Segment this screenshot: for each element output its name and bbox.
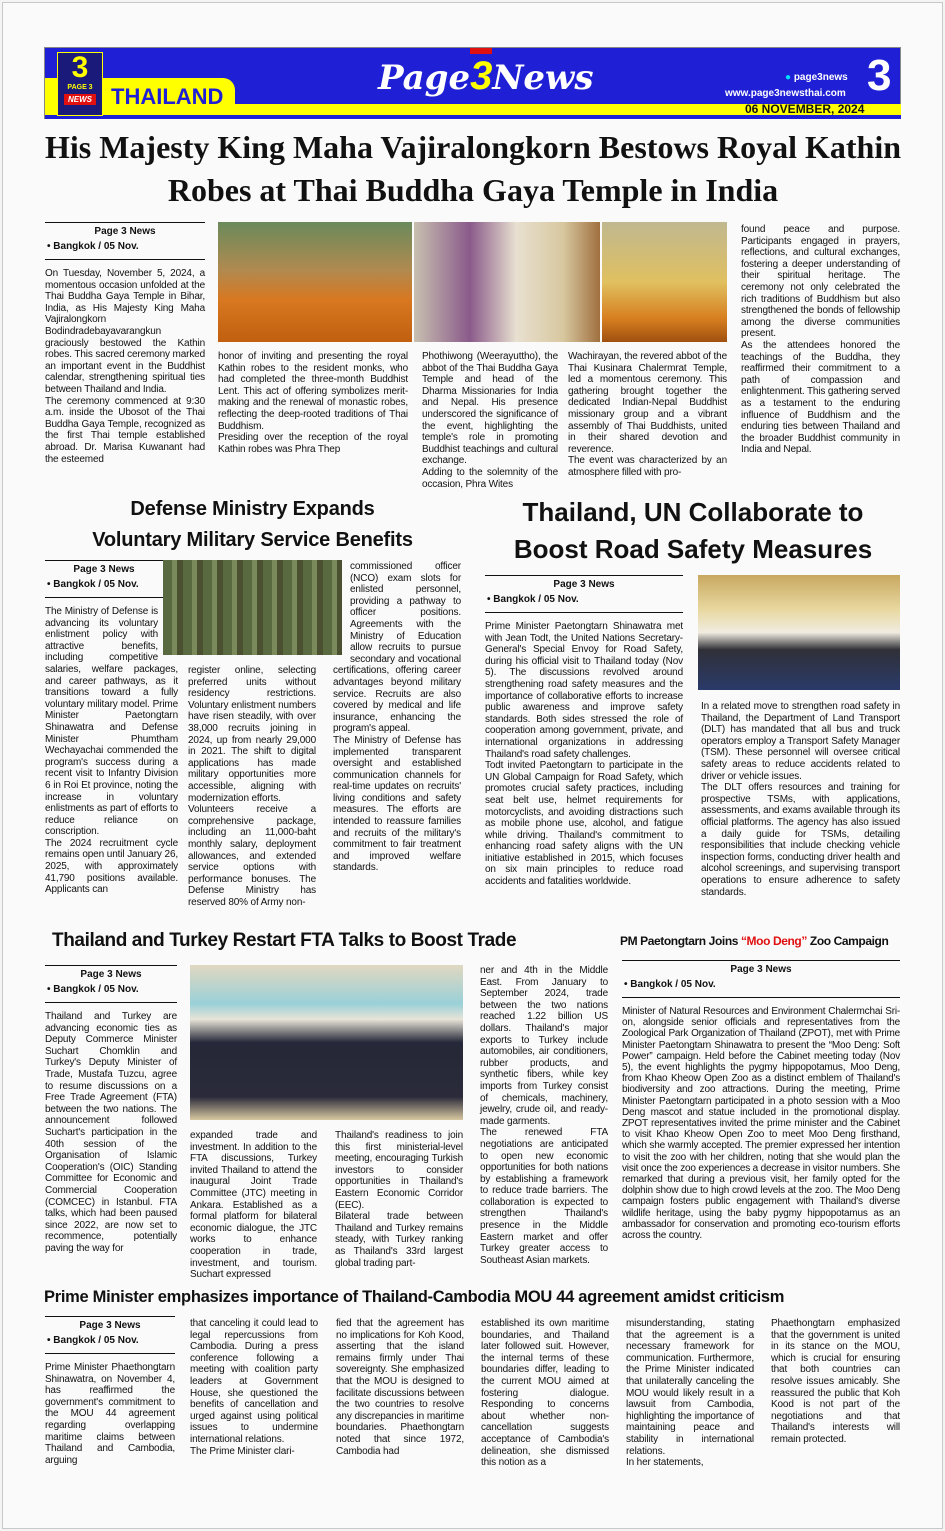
headline-road-safety: Thailand, UN Collaborate to Boost Road Safety Measures xyxy=(513,497,873,564)
article-kathin-col2: honor of inviting and presenting the royal Kathin robes to the resident monks, who had completed the three-month Buddhist Lent. This act of offering symbolizes merit-making and the renewal of monastic robes, reflecting the deep-rooted traditions of Thai Buddhism. Presiding over the reception of the royal Kathin robes was Phra Thep xyxy=(218,351,408,455)
headline-defense: Defense Ministry Expands Voluntary Military Service Benefits xyxy=(92,498,413,551)
headline-mou: Prime Minister emphasizes importance of Thailand-Cambodia MOU 44 agreement amidst criticism xyxy=(44,1288,785,1306)
photo-road-safety-meeting xyxy=(698,575,900,690)
byline: Page 3 News • Bangkok / 05 Nov. xyxy=(622,960,900,998)
masthead xyxy=(44,47,901,119)
article-kathin-col5: found peace and purpose. Participants engaged in prayers, reflections, and cultural exchanges, fostering a deeper understanding of their spiritual heritage. The ceremony not only celebrated the rich traditions of Buddhism but also strengthened the bonds of fellowship among the diverse communities present. As the attendees honored the teachings of the Buddha, they reaffirmed their commitment to a path of compassion and enlightenment. This gathering served as a testament to the enduring influence of Buddhism and the enduring ties between Thailand and the broader Buddhist community in India and Nepal. xyxy=(741,224,900,456)
edition-label: THAILAND xyxy=(111,84,224,109)
byline: Page 3 News • Bangkok / 05 Nov. xyxy=(485,575,683,613)
photo-fta-delegation xyxy=(190,965,463,1120)
headline-moo-deng: PM Paetongtarn Joins “Moo Deng” Zoo Campaign xyxy=(620,934,889,948)
photo-soldiers xyxy=(163,560,342,655)
article-mou-col3: fied that the agreement has no implications for Koh Kood, asserting that the island remains firmly under Thai sovereignty. She emphasized that the MOU is designed to facilitate discussions between the two countries to resolve any discrepancies in maritime boundaries. Phaethongtarn noted that since 1972, Cambodia had xyxy=(336,1318,464,1457)
social-icon: ● xyxy=(785,72,792,83)
article-defense-col1: Page 3 News • Bangkok / 05 Nov. The Ministry of Defense is advancing its voluntary enlistment policy with attractive benefits, including competitive salaries, welfare packages, and career pathways, as it transitions toward a fully voluntary military model. Prime Minister Paetongtarn Shinawatra and Defense Minister Phumtham Wechayachai commended the program's success during a recent visit to Infantry Division 6 in Roi Et province, noting the increase in voluntary enlistments as part of efforts to reduce reliance on conscription. The 2024 recruitment cycle remains open until January 26, 2025, with approximately 41,790 positions available. Applicants can xyxy=(45,560,178,896)
website-link[interactable]: www.page3newsthai.com xyxy=(725,88,846,99)
article-mou-col5: misunderstanding, stating that the agreement is a necessary framework for communication. Furthermore, the Prime Minister indicated that unilaterally canceling the MOU would likely result in a lawsuit from Cambodia, highlighting the importance of maintaining peace and stability in international relations. In her statements, xyxy=(626,1318,754,1469)
article-defense-col2: register online, selecting preferred units without residency restrictions. Voluntary enlistment numbers have risen steadily, with over 38,000 recruits joining in 2024, up from nearly 29,000 in 2021. The shift to digital applications has made military opportunities more accessible, aligning with modernization efforts. Volunteers receive a comprehensive package, including an 11,000-baht monthly salary, deployment allowances, and extended service options with performance bonuses. The Defense Ministry has reserved 80% of Army non- xyxy=(188,665,316,908)
headline-turkey: Thailand and Turkey Restart FTA Talks to Boost Trade xyxy=(52,930,517,951)
article-moo-deng: Page 3 News • Bangkok / 05 Nov. Minister of Natural Resources and Environment Chalermchai Sri-on, alongside senior officials and representatives from the Zoological Park Organization of Thailand (ZPOT), met with Prime Minister Paetongtarn Shinawatra to present the “Moo Deng: Soft Power” campaign. Held before the Cabinet meeting today (Nov 5), the event highlights the pygmy hippopotamus, Moo Deng, from Khao Kheow Open Zoo as a distinct emblem of Thailand's biodiversity and zoo attractions. During the meeting, Prime Minister Paetongtarn participated in a photo session with a Moo Deng mascot and statue included in the promotional display. ZPOT representatives invited the prime minister and the Cabinet to visit Khao Kheow Open Zoo to meet Moo Deng firsthand, which she warmly accepted. The premier expressed her intention to visit the zoo with her children, noting that she would plan the visit once the zoo experiences a decrease in visitor numbers. She remarked that during a previous visit, her family opted for the dolphin show due to high crowd levels at the zoo. The Moo Deng campaign fosters public engagement with Thailand's diverse wildlife heritage, using the baby pygmy hippopotamus as an ambassador for conservation and promoting eco-tourism efforts across the country. xyxy=(622,960,900,1241)
byline: Page 3 News • Bangkok / 05 Nov. xyxy=(45,965,177,1003)
byline: Page 3 News • Bangkok / 05 Nov. xyxy=(45,1316,175,1354)
article-defense-col3: commissioned officer (NCO) exam slots for enlisted personnel, providing a pathway to officer positions. Agreements with the Ministry of Education allow recruits to pursue secondary and vocational certifications, offering career advantages beyond military service. Recruits are also covered by medical and life insurance, enhancing the program's appeal. The Ministry of Defense has implemented transparent oversight and established communication channels for real-time updates on recruits' living conditions and safety measures. The efforts are intended to reassure families and recruits of the military's commitment to fair treatment and improved welfare standards. xyxy=(333,561,461,874)
article-turkey-col4: ner and 4th in the Middle East. From January to September 2024, trade between the two nations reached 1.22 billion US dollars. Thailand's major exports to Turkey include automobiles, air conditioners, rubber products, and synthetic fibers, while key imports from Turkey consist of chemicals, machinery, jewelry, crude oil, and ready-made garments. The renewed FTA negotiations are anticipated to open new economic opportunities for both nations by establishing a framework to reduce trade barriers. The collaboration is expected to strengthen Thailand's presence in the Middle Eastern market and offer Turkey greater access to Southeast Asian markets. xyxy=(480,965,608,1266)
photo-monks xyxy=(218,222,412,342)
article-kathin-col3: Phothiwong (Weerayuttho), the abbot of the Thai Buddha Gaya Temple and head of the Dharma Missionaries for India and Nepal. His presence underscored the significance of the event, highlighting the temple's role in promoting Buddhist teachings and cultural exchange. Adding to the solemnity of the occasion, Phra Wites xyxy=(422,351,558,490)
page-number: 3 xyxy=(867,51,892,100)
social-handle: ● page3news xyxy=(785,72,848,83)
headline-kathin: His Majesty King Maha Vajiralongkorn Bestows Royal Kathin Robes at Thai Buddha Gaya Temple in India xyxy=(44,129,902,208)
article-kathin-col1: Page 3 News • Bangkok / 05 Nov. On Tuesday, November 5, 2024, a momentous occasion unfolded at the Thai Buddha Gaya Temple in Bihar, India, as His Majesty King Maha Vajiralongkorn Bodindradebayavarangkun graciously bestowed the Kathin robes. This sacred ceremony marked an important event in the Buddhist calendar, strengthening spiritual ties between Thailand and India. The ceremony commenced at 9:30 a.m. inside the Ubosot of the Thai Buddha Gaya Temple, recognized as the first Thai temple established abroad. Dr. Marisa Kuwanant had the esteemed xyxy=(45,222,205,465)
article-turkey-col3: Thailand's readiness to join this first ministerial-level meeting, encouraging Turkish investors to consider opportunities in Thailand's Eastern Economic Corridor (EEC). Bilateral trade between Thailand and Turkey remains steady, with Turkey ranking as Thailand's 33rd largest global trading part- xyxy=(335,1130,463,1269)
article-kathin-col4: Wachirayan, the revered abbot of the Thai Kusinara Chalermrat Temple, led a momentous ceremony. This gathering brought together the dedicated Indian-Nepal Buddhist missionary group and a vibrant assembly of Thai Buddhists, united in their shared devotion and reverence. The event was characterized by an atmosphere filled with pro- xyxy=(568,351,727,478)
article-mou-col6: Phaethongtarn emphasized that the government is united in its stance on the MOU, which is crucial for ensuring that both countries can resolve issues amicably. She reassured the public that Koh Kood is not part of the negotiations and that Thailand's interests will remain protected. xyxy=(771,1318,900,1445)
article-mou-col2: that canceling it could lead to legal repercussions from Cambodia. During a press conference following a meeting with coalition party leaders at Government House, she questioned the benefits of cancellation and urged against using political issues to undermine international relations. The Prime Minister clari- xyxy=(190,1318,318,1457)
article-road-col2: In a related move to strengthen road safety in Thailand, the Department of Land Transport (DLT) has mandated that all bus and truck operators employ a Transport Safety Manager (TSM). These personnel will oversee critical safety areas to reduce accidents related to driver or vehicle issues. The DLT offers resources and training for prospective TSMs, with applications, assessments, and exams available through its official platforms. The agency has also issued a daily guide for TSMs, detailing responsibilities that include checking vehicle inspection forms, conducting driver health and alcohol screenings, and supervising transport operations to ensure adherence to safety standards. xyxy=(701,701,900,898)
byline: Page 3 News • Bangkok / 05 Nov. xyxy=(45,560,163,598)
masthead-title: Page3News xyxy=(378,52,593,102)
article-mou-col1: Page 3 News • Bangkok / 05 Nov. Prime Minister Phaethongtarn Shinawatra, on November 4, has reaffirmed the government's commitment to the MOU 44 agreement regarding overlapping maritime claims between Thailand and Cambodia, arguing xyxy=(45,1316,175,1466)
issue-date: 06 NOVEMBER, 2024 xyxy=(745,102,865,116)
article-turkey-col1: Page 3 News • Bangkok / 05 Nov. Thailand and Turkey are advancing economic ties as Deputy Commerce Minister Suchart Chomklin and Turkey's Deputy Minister of Trade, Mustafa Tuzcu, agree to resume discussions on a Free Trade Agreement (FTA) between the two nations. The announcement followed Suchart's participation in the 40th session of the Organisation of Islamic Cooperation's (OIC) Standing Committee for Economic and Commercial Cooperation (COMCEC) in Istanbul. FTA talks, which had been paused since 2022, are now set to recommence, potentially paving the way for xyxy=(45,965,177,1254)
article-road-col1: Page 3 News • Bangkok / 05 Nov. Prime Minister Paetongtarn Shinawatra met with Jean Todt, the United Nations Secretary-General's Special Envoy for Road Safety, during his official visit to Thailand today (Nov 5). The discussions revolved around strengthening road safety measures and the importance of collaborative efforts to increase public awareness and improve safety standards. Both sides stressed the role of cooperation among government, private, and international organizations in addressing Thailand's road safety challenges. Todt invited Paetongtarn to participate in the UN Global Campaign for Road Safety, which promotes crucial safety practices, including seat belt use, helmet requirements for motorcyclists, and avoiding distractions such as mobile phone use, alcohol, and fatigue while driving. Thailand's commitment to enhancing road safety aligns with the UN initiative established in 2015, which focuses on six main principles to reduce road accidents and fatalities worldwide. xyxy=(485,575,683,888)
article-mou-col4: established its own maritime boundaries, and Thailand later followed suit. However, the internal terms of these boundaries differ, leading to the current MOU aimed at fostering dialogue. Responding to concerns about whether non-cancellation suggests acceptance of Cambodia's delineation, she dismissed this notion as a xyxy=(481,1318,609,1469)
photo-kathin-robes xyxy=(602,222,727,342)
photo-ceremony-officials xyxy=(414,222,600,342)
logo: 3 PAGE 3 NEWS xyxy=(57,52,103,116)
article-turkey-col2: expanded trade and investment. In addition to the FTA discussions, Turkey invited Thailand to attend the inaugural Joint Trade Committee (JTC) meeting in Ankara. Established as a formal platform for bilateral economic dialogue, the JTC works to enhance cooperation in trade, investment, and tourism. Suchart expressed xyxy=(190,1130,317,1281)
byline: Page 3 News • Bangkok / 05 Nov. xyxy=(45,222,205,260)
